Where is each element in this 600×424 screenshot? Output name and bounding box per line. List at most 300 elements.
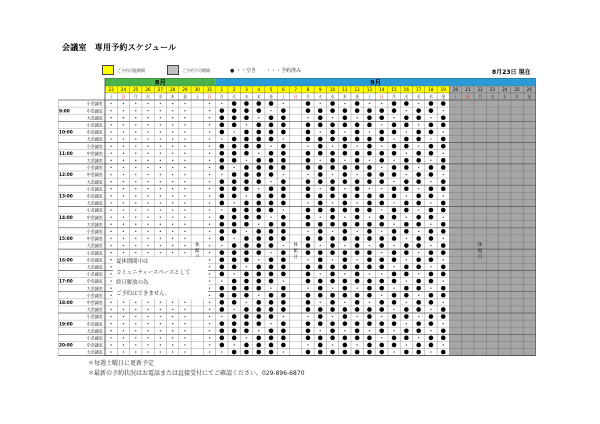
- available-dot: [220, 328, 225, 333]
- available-dot: [269, 272, 274, 277]
- reserved-dot: [147, 209, 148, 210]
- reserved-dot: [221, 174, 222, 175]
- reserved-dot: [184, 238, 185, 239]
- reserved-dot: [123, 323, 124, 324]
- reserved-dot: [209, 266, 210, 267]
- reserved-dot: [307, 344, 308, 345]
- room-label: 小会議室: [86, 207, 103, 213]
- available-dot: [355, 179, 360, 184]
- reserved-dot: [307, 174, 308, 175]
- weekday-label: 土: [281, 94, 286, 100]
- reserved-dot: [123, 309, 124, 310]
- available-dot: [367, 350, 372, 355]
- available-dot: [392, 130, 397, 135]
- reserved-dot: [418, 188, 419, 189]
- available-dot: [392, 108, 397, 113]
- weekday-label: 水: [244, 94, 249, 100]
- reserved-dot: [135, 252, 136, 253]
- available-dot: [244, 236, 249, 241]
- room-label: 大会議室: [86, 243, 103, 249]
- available-dot: [367, 279, 372, 284]
- reserved-dot: [160, 209, 161, 210]
- available-dot: [318, 343, 323, 348]
- available-dot: [232, 172, 237, 177]
- available-dot: [306, 130, 311, 135]
- reserved-dot: [209, 280, 210, 281]
- reserved-dot: [393, 224, 394, 225]
- weekday-label: 火: [146, 94, 151, 100]
- available-dot: [318, 265, 323, 270]
- available-dot: [379, 115, 384, 120]
- reserved-dot: [307, 117, 308, 118]
- reserved-dot: [209, 202, 210, 203]
- reserved-dot: [209, 131, 210, 132]
- available-dot: [330, 336, 335, 341]
- available-dot: [330, 215, 335, 220]
- room-label: 中会議室: [86, 108, 103, 114]
- reserved-dot: [406, 323, 407, 324]
- room-label: 大会議室: [86, 136, 103, 142]
- available-dot: [281, 336, 286, 341]
- available-dot: [281, 165, 286, 170]
- room-label: 中会議室: [86, 342, 103, 348]
- reserved-dot: [184, 209, 185, 210]
- available-dot: [330, 186, 335, 191]
- available-dot: [232, 186, 237, 191]
- reserved-dot: [172, 330, 173, 331]
- day-number: 18: [428, 87, 434, 93]
- available-dot: [269, 208, 274, 213]
- room-label: 中会議室: [86, 278, 103, 284]
- available-dot: [220, 321, 225, 326]
- available-dot: [343, 279, 348, 284]
- month-label-aug: 8月: [154, 78, 166, 87]
- reserved-dot: [221, 351, 222, 352]
- available-dot: [416, 343, 421, 348]
- reserved-dot: [135, 337, 136, 338]
- available-dot: [244, 179, 249, 184]
- reserved-dot: [393, 266, 394, 267]
- room-label: 小会議室: [86, 143, 103, 149]
- reserved-dot: [160, 316, 161, 317]
- available-dot: [343, 179, 348, 184]
- available-dot: [343, 293, 348, 298]
- available-dot: [220, 336, 225, 341]
- available-dot: [355, 194, 360, 199]
- reserved-dot: [172, 323, 173, 324]
- available-dot: [441, 265, 446, 270]
- room-label: 中会議室: [86, 172, 103, 178]
- available-dot: [256, 144, 261, 149]
- reserved-dot: [221, 209, 222, 210]
- available-dot: [441, 243, 446, 248]
- reserved-dot: [430, 245, 431, 246]
- reserved-dot: [270, 323, 271, 324]
- available-dot: [343, 123, 348, 128]
- day-number: 16: [403, 87, 410, 93]
- reserved-dot: [160, 216, 161, 217]
- available-dot: [330, 307, 335, 312]
- reserved-dot: [332, 259, 333, 260]
- available-dot: [269, 328, 274, 333]
- reserved-dot: [160, 202, 161, 203]
- reserved-dot: [160, 302, 161, 303]
- available-dot: [355, 137, 360, 142]
- available-dot: [441, 101, 446, 106]
- reserved-dot: [110, 316, 111, 317]
- reserved-dot: [123, 330, 124, 331]
- reserved-dot: [147, 160, 148, 161]
- available-dot: [343, 257, 348, 262]
- reserved-dot: [110, 103, 111, 104]
- reserved-dot: [172, 209, 173, 210]
- reserved-dot: [160, 344, 161, 345]
- available-dot: [416, 279, 421, 284]
- reserved-dot: [160, 181, 161, 182]
- reserved-dot: [110, 330, 111, 331]
- reserved-dot: [356, 174, 357, 175]
- reserved-dot: [147, 188, 148, 189]
- available-dot: [269, 137, 274, 142]
- available-dot: [306, 293, 311, 298]
- available-dot: [404, 101, 409, 106]
- available-dot: [269, 186, 274, 191]
- reserved-dot: [320, 273, 321, 274]
- available-dot: [232, 208, 237, 213]
- available-dot: [416, 257, 421, 262]
- reserved-dot: [443, 302, 444, 303]
- available-dot: [269, 300, 274, 305]
- reserved-dot: [184, 302, 185, 303]
- available-dot: [404, 286, 409, 291]
- available-dot: [379, 300, 384, 305]
- reserved-dot: [110, 188, 111, 189]
- room-label: 小会議室: [86, 335, 103, 341]
- available-dot: [220, 257, 225, 262]
- reserved-dot: [184, 117, 185, 118]
- reserved-dot: [184, 216, 185, 217]
- available-dot: [318, 229, 323, 234]
- room-label: 大会議室: [86, 221, 103, 227]
- day-number: 21: [465, 87, 471, 93]
- reserved-dot: [110, 295, 111, 296]
- weekday-label: 水: [158, 94, 163, 100]
- reserved-dot: [160, 138, 161, 139]
- reserved-dot: [270, 181, 271, 182]
- available-dot: [306, 179, 311, 184]
- weekday-label: 日: [207, 94, 212, 100]
- available-dot: [281, 158, 286, 163]
- available-dot: [367, 314, 372, 319]
- available-dot: [416, 265, 421, 270]
- reserved-dot: [381, 124, 382, 125]
- available-dot: [330, 158, 335, 163]
- reserved-dot: [135, 188, 136, 189]
- available-dot: [429, 343, 434, 348]
- reserved-dot: [209, 295, 210, 296]
- reserved-dot: [344, 188, 345, 189]
- reserved-dot: [110, 224, 111, 225]
- reserved-dot: [123, 351, 124, 352]
- reserved-dot: [332, 174, 333, 175]
- available-dot: [318, 236, 323, 241]
- reserved-dot: [172, 117, 173, 118]
- available-dot: [379, 350, 384, 355]
- available-dot: [244, 293, 249, 298]
- available-dot: [244, 130, 249, 135]
- available-dot: [355, 123, 360, 128]
- available-dot: [429, 151, 434, 156]
- reserved-dot: [209, 110, 210, 111]
- reserved-dot: [123, 181, 124, 182]
- available-dot: [441, 286, 446, 291]
- available-dot: [256, 300, 261, 305]
- reserved-dot: [418, 252, 419, 253]
- weekday-label: 木: [256, 94, 261, 100]
- reserved-dot: [110, 160, 111, 161]
- reserved-dot: [147, 238, 148, 239]
- available-dot: [244, 222, 249, 227]
- reserved-dot: [209, 351, 210, 352]
- reserved-dot: [320, 131, 321, 132]
- reserved-dot: [393, 309, 394, 310]
- reserved-dot: [172, 103, 173, 104]
- available-dot: [379, 194, 384, 199]
- available-dot: [220, 250, 225, 255]
- reserved-dot: [123, 337, 124, 338]
- available-dot: [330, 194, 335, 199]
- reserved-dot: [209, 138, 210, 139]
- reserved-dot: [393, 202, 394, 203]
- available-dot: [269, 172, 274, 177]
- room-label: 小会議室: [86, 314, 103, 320]
- reserved-dot: [209, 259, 210, 260]
- notice-line: ご予約はできません。: [116, 290, 171, 297]
- available-dot: [256, 272, 261, 277]
- available-dot: [330, 222, 335, 227]
- notice-line: 終日解放の為: [116, 280, 149, 286]
- available-dot: [355, 151, 360, 156]
- available-dot: [429, 165, 434, 170]
- reserved-dot: [418, 316, 419, 317]
- available-dot: [367, 236, 372, 241]
- reserved-dot: [283, 174, 284, 175]
- weekday-label: 土: [367, 94, 372, 100]
- reserved-dot: [184, 337, 185, 338]
- reserved-dot: [184, 160, 185, 161]
- available-dot: [404, 186, 409, 191]
- reserved-dot: [418, 167, 419, 168]
- reserved-dot: [209, 117, 210, 118]
- room-label: 大会議室: [86, 328, 103, 334]
- available-dot: [404, 293, 409, 298]
- available-dot: [269, 257, 274, 262]
- reserved-dot: [430, 266, 431, 267]
- available-dot: [256, 279, 261, 284]
- reserved-dot: [135, 245, 136, 246]
- reserved-dot: [184, 181, 185, 182]
- day-number: 13: [366, 87, 373, 93]
- available-dot: [306, 300, 311, 305]
- reserved-dot: [172, 351, 173, 352]
- available-dot: [367, 123, 372, 128]
- available-dot: [306, 151, 311, 156]
- available-dot: [232, 137, 237, 142]
- available-dot: [379, 151, 384, 156]
- available-dot: [343, 208, 348, 213]
- available-dot: [306, 272, 311, 277]
- reserved-dot: [110, 138, 111, 139]
- available-dot: [355, 293, 360, 298]
- available-dot: [416, 179, 421, 184]
- reserved-dot: [172, 238, 173, 239]
- available-dot: [330, 300, 335, 305]
- available-dot: [441, 179, 446, 184]
- reserved-dot: [110, 344, 111, 345]
- available-dot: [318, 208, 323, 213]
- weekday-label: 日: [465, 94, 470, 100]
- weekday-label: 火: [318, 94, 323, 100]
- available-dot: [269, 343, 274, 348]
- available-dot: [256, 307, 261, 312]
- reserved-dot: [135, 351, 136, 352]
- available-dot: [404, 137, 409, 142]
- reserved-dot: [369, 216, 370, 217]
- available-dot: [232, 123, 237, 128]
- available-dot: [232, 265, 237, 270]
- reserved-dot: [393, 181, 394, 182]
- reserved-dot: [123, 160, 124, 161]
- available-dot: [281, 215, 286, 220]
- day-number: 8: [306, 87, 310, 93]
- reserved-dot: [184, 316, 185, 317]
- available-dot: [429, 108, 434, 113]
- available-dot: [269, 151, 274, 156]
- closed-label-char: 休: [195, 243, 200, 248]
- reserved-dot: [418, 337, 419, 338]
- reserved-dot: [135, 103, 136, 104]
- reserved-dot: [430, 224, 431, 225]
- available-dot: [392, 101, 397, 106]
- available-dot: [441, 336, 446, 341]
- day-number: 11: [342, 87, 348, 93]
- available-dot: [343, 194, 348, 199]
- reserved-dot: [135, 117, 136, 118]
- reserved-dot: [430, 202, 431, 203]
- reserved-dot: [160, 337, 161, 338]
- reserved-dot: [393, 351, 394, 352]
- available-dot: [318, 108, 323, 113]
- reserved-dot: [381, 273, 382, 274]
- reserved-dot: [356, 231, 357, 232]
- reserved-dot: [393, 245, 394, 246]
- available-dot: [379, 137, 384, 142]
- weekday-label: 水: [502, 94, 507, 100]
- reserved-dot: [209, 231, 210, 232]
- reserved-dot: [135, 216, 136, 217]
- time-label: 20:00: [59, 343, 73, 349]
- available-dot: [343, 222, 348, 227]
- reserved-dot: [307, 287, 308, 288]
- available-dot: [220, 229, 225, 234]
- reserved-dot: [406, 238, 407, 239]
- available-dot: [343, 137, 348, 142]
- available-dot: [343, 236, 348, 241]
- reserved-dot: [160, 110, 161, 111]
- reserved-dot: [123, 145, 124, 146]
- available-dot: [441, 137, 446, 142]
- reserved-dot: [209, 309, 210, 310]
- available-dot: [392, 215, 397, 220]
- available-dot: [244, 314, 249, 319]
- available-dot: [330, 123, 335, 128]
- schedule-grid: [58, 78, 542, 356]
- available-dot: [220, 343, 225, 348]
- reserved-dot: [172, 316, 173, 317]
- reserved-dot: [160, 131, 161, 132]
- reserved-dot: [160, 174, 161, 175]
- available-dot: [330, 328, 335, 333]
- day-number: 12: [354, 87, 360, 93]
- reserved-dot: [123, 316, 124, 317]
- reserved-dot: [270, 287, 271, 288]
- available-dot: [244, 201, 249, 206]
- room-label: 中会議室: [86, 236, 103, 242]
- available-dot: [306, 194, 311, 199]
- available-dot: [306, 208, 311, 213]
- available-dot: [244, 165, 249, 170]
- reserved-dot: [160, 224, 161, 225]
- weekday-label: 金: [182, 94, 187, 100]
- reserved-dot: [135, 138, 136, 139]
- day-number: 31: [206, 87, 213, 93]
- reserved-dot: [123, 202, 124, 203]
- reserved-dot: [418, 103, 419, 104]
- reserved-dot: [344, 245, 345, 246]
- reserved-dot: [184, 167, 185, 168]
- available-dot: [220, 300, 225, 305]
- reserved-dot: [443, 131, 444, 132]
- reserved-dot: [147, 153, 148, 154]
- available-dot: [355, 158, 360, 163]
- available-dot: [343, 115, 348, 120]
- reserved-dot: [443, 216, 444, 217]
- reserved-dot: [418, 295, 419, 296]
- reserved-dot: [369, 330, 370, 331]
- available-dot: [220, 265, 225, 270]
- available-dot: [244, 215, 249, 220]
- available-dot: [330, 321, 335, 326]
- available-dot: [367, 336, 372, 341]
- available-dot: [220, 165, 225, 170]
- available-dot: [441, 115, 446, 120]
- available-dot: [281, 201, 286, 206]
- available-dot: [392, 144, 397, 149]
- reserved-dot: [172, 160, 173, 161]
- reserved-dot: [320, 245, 321, 246]
- available-dot: [330, 108, 335, 113]
- reserved-dot: [258, 295, 259, 296]
- reserved-dot: [233, 131, 234, 132]
- reserved-dot: [110, 259, 111, 260]
- reserved-dot: [184, 195, 185, 196]
- available-dot: [392, 343, 397, 348]
- available-dot: [416, 194, 421, 199]
- available-dot: [220, 108, 225, 113]
- reserved-dot: [110, 323, 111, 324]
- available-dot: [441, 144, 446, 149]
- reserved-dot: [135, 316, 136, 317]
